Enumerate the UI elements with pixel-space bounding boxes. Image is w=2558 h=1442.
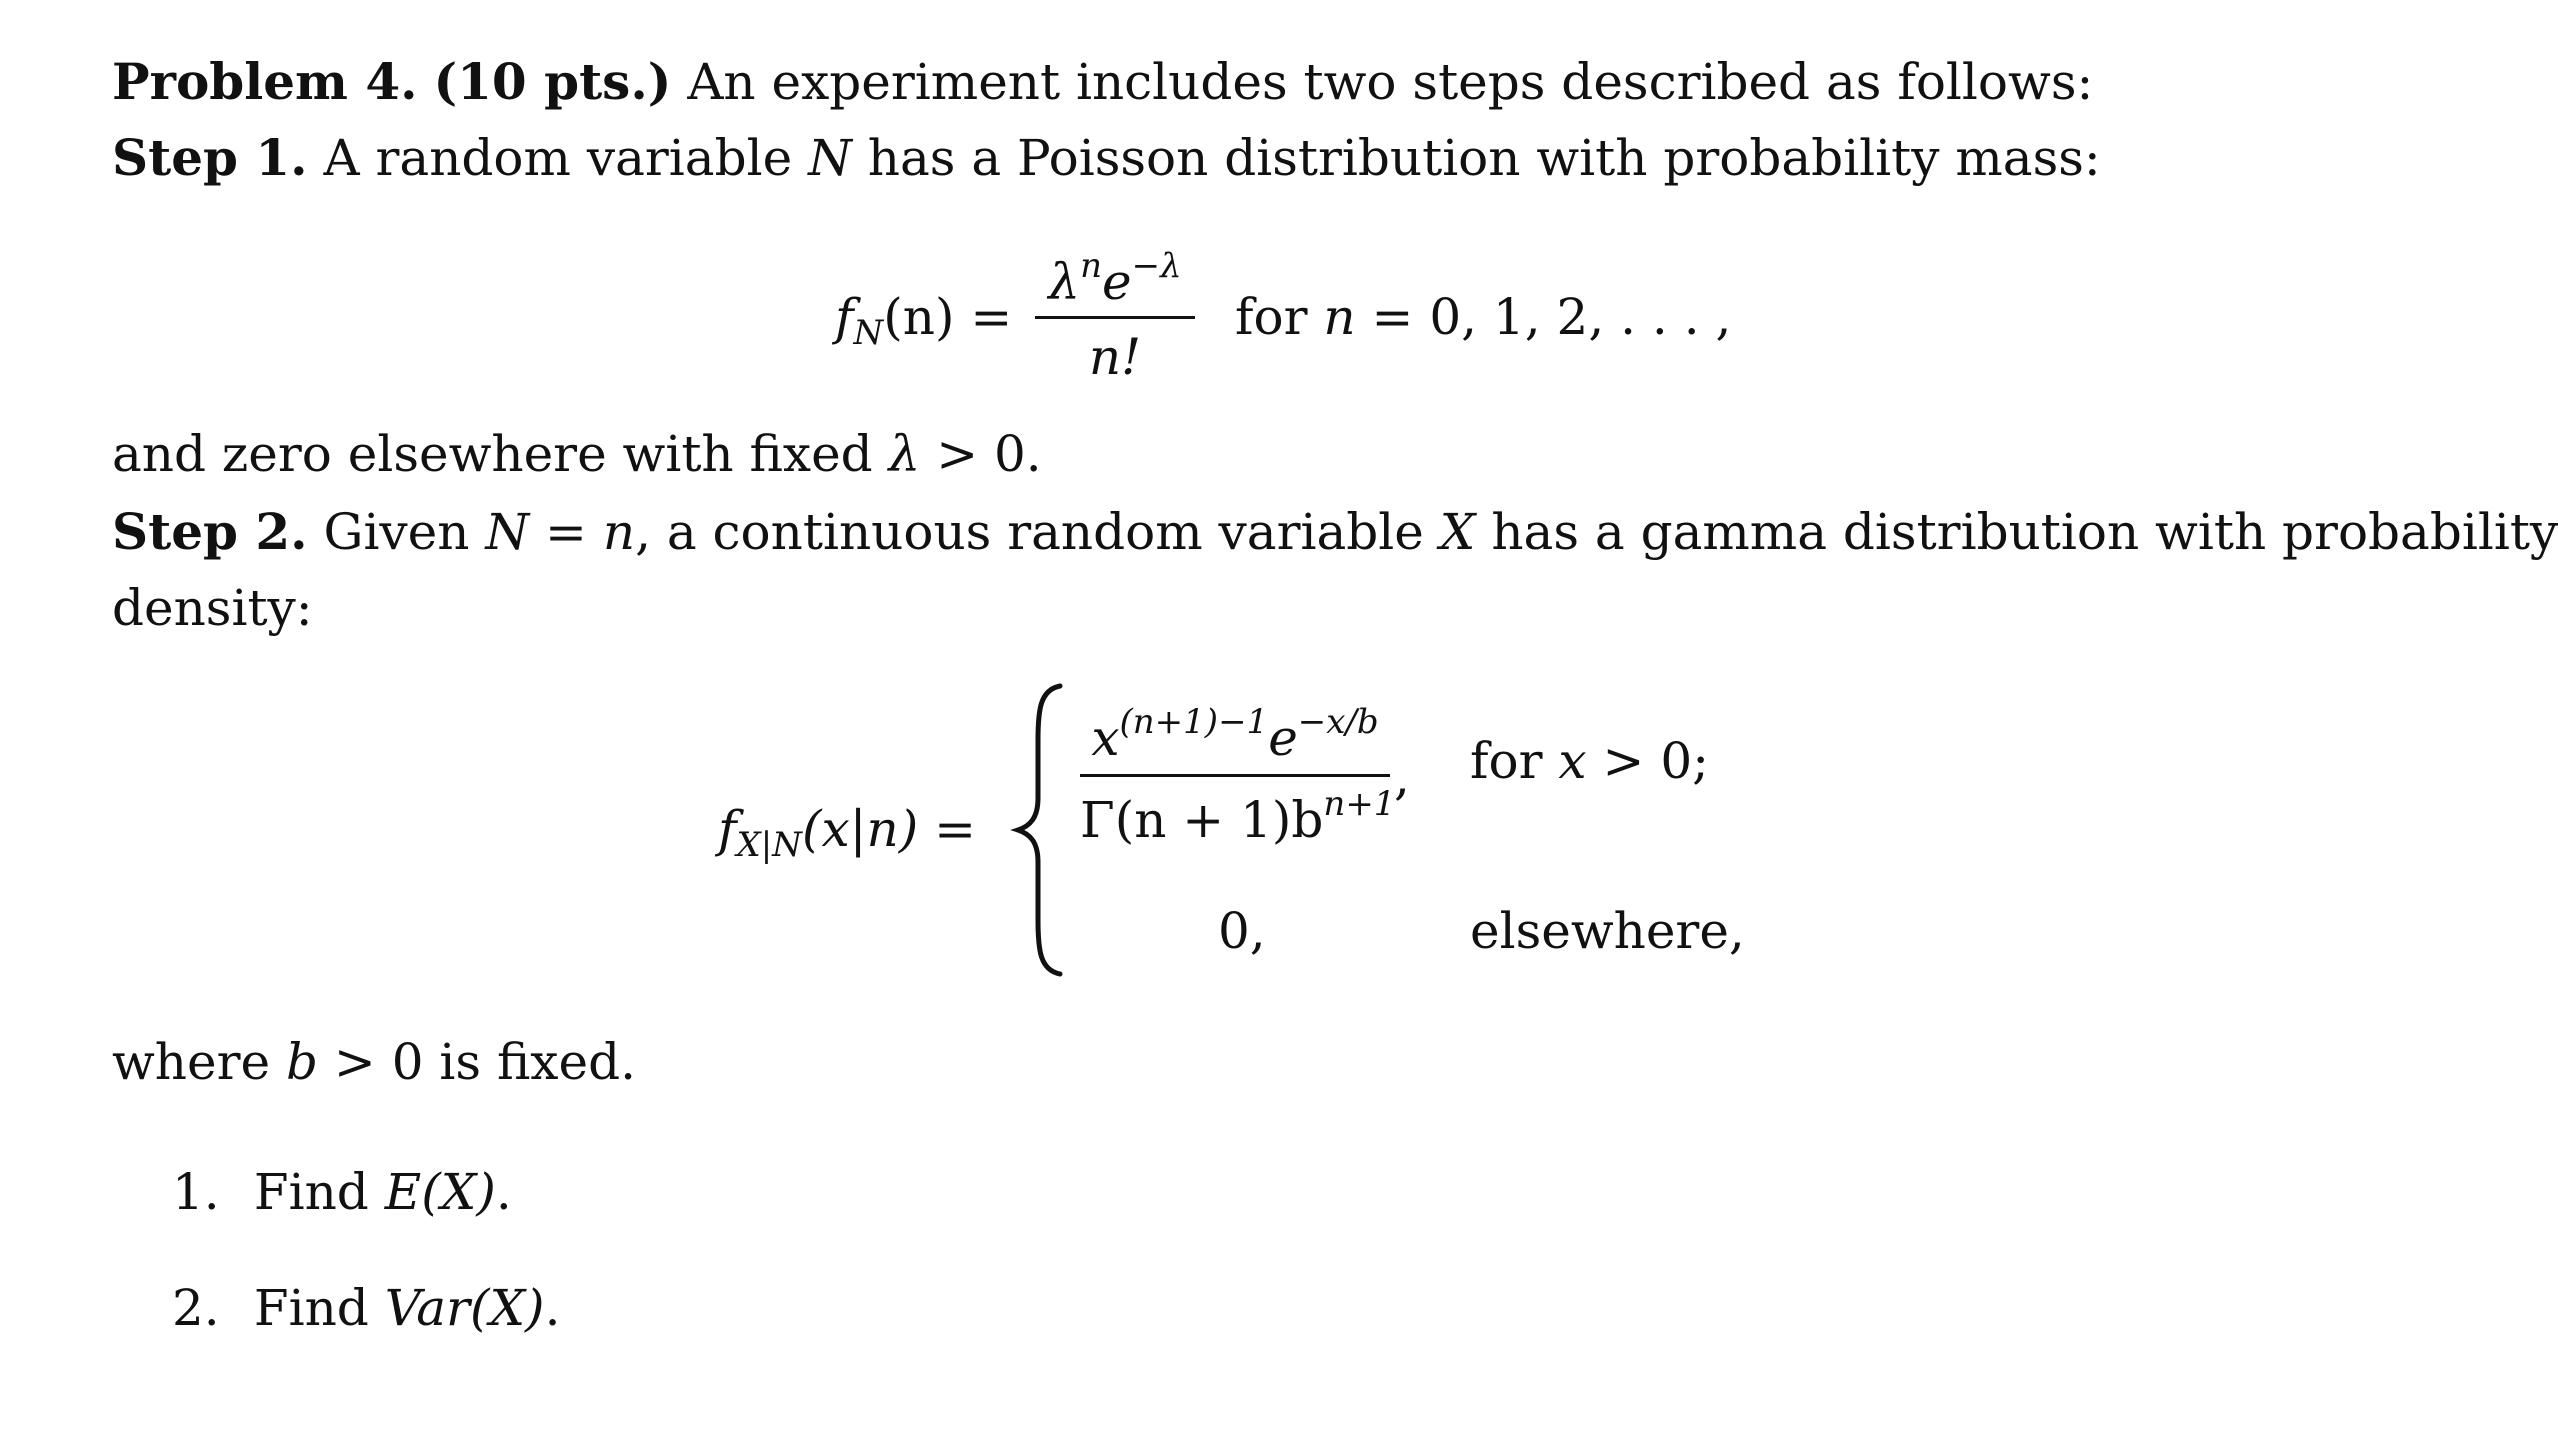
step1-text-a: A random variable xyxy=(323,129,793,187)
pdf-case1-condition: for x > 0; xyxy=(1470,732,1709,790)
pdf-case2-condition: elsewhere, xyxy=(1470,902,1745,960)
pdf-denominator: $\Gamma(n + 1)b^{n+1}$ xyxy=(1080,784,1396,849)
after-eq1-line: and zero elsewhere with fixed λ > 0. xyxy=(112,425,1042,483)
pmf-numerator: $\lambda^ne^{-\lambda}$ xyxy=(1048,246,1182,311)
gamma-pdf-equation: $f_{X|N}(x|n)$ = $x^{(n+1)-1}e^{-x/b}$ $\Gamma(n + 1)b^{n+1}$ , for x > 0; 0, elsewhere, xyxy=(718,680,1718,1000)
pmf-condition: for n = 0, 1, 2, . . . , xyxy=(1235,288,1732,346)
pmf-lhs: $f_N(n)$ = xyxy=(835,288,1013,353)
step2-label: Step 2. xyxy=(112,502,308,561)
step1-text-b: has a Poisson distribution with probability mass: xyxy=(867,129,2101,187)
pdf-numerator: $x^{(n+1)-1}e^{-x/b}$ xyxy=(1091,702,1379,767)
problem-points: (10 pts.) xyxy=(433,52,672,111)
after-eq2-line: where b > 0 is fixed. xyxy=(112,1033,636,1091)
step1-var: N xyxy=(808,129,852,187)
question-1: 1. Find E(X). xyxy=(172,1163,512,1221)
step2-line: Step 2. Given N = n, a continuous random variable X has a gamma distribution with probability xyxy=(112,502,2558,561)
step2-line-2: density: xyxy=(112,579,313,637)
pdf-case2-value: 0, xyxy=(1218,902,1266,960)
pmf-denominator: n! xyxy=(1088,328,1142,386)
step1-label: Step 1. xyxy=(112,128,308,187)
step1-line xyxy=(112,128,2101,188)
left-brace-icon xyxy=(1010,680,1070,980)
problem-intro: An experiment includes two steps described as follows: xyxy=(687,53,2094,111)
fraction-bar xyxy=(1035,316,1195,319)
problem-header xyxy=(112,52,2093,112)
question-2: 2. Find Var(X). xyxy=(172,1279,561,1337)
fraction-bar xyxy=(1080,774,1390,777)
pdf-lhs: $f_{X|N}(x|n)$ = xyxy=(718,800,976,865)
problem-label: Problem 4. xyxy=(112,52,418,111)
